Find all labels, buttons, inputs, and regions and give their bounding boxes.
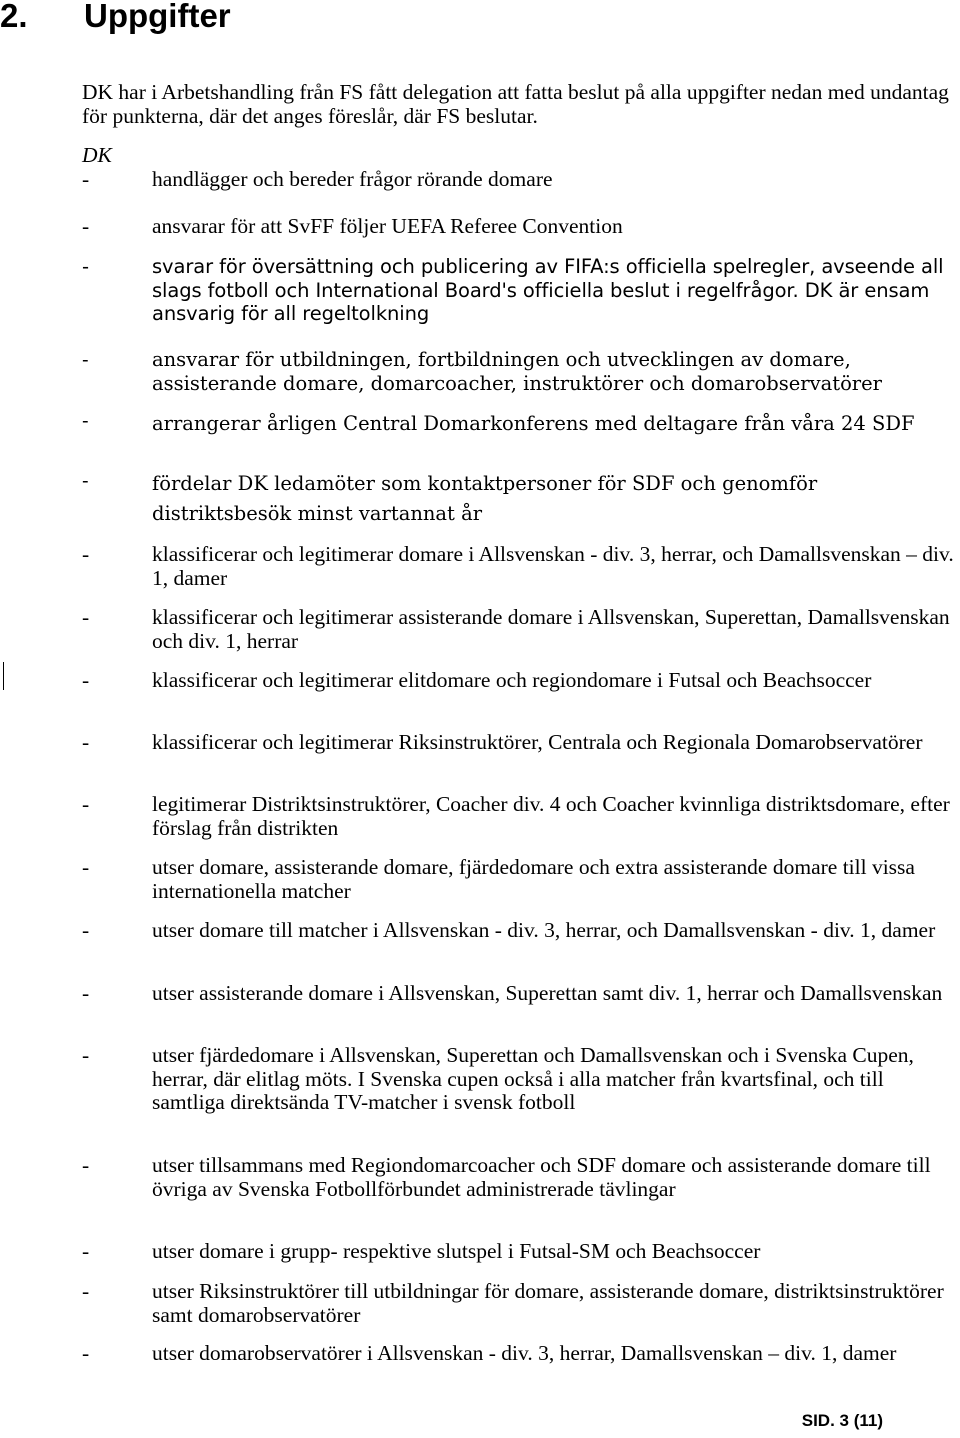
list-item-text: klassificerar och legitimerar assisterande domare i Allsvenskan, Superettan, Damallsvenskan och div. 1, herrar [152, 605, 950, 653]
list-dash: - [82, 1279, 90, 1303]
list-dash: - [82, 668, 90, 692]
list-item-text: legitimerar Distriktsinstruktörer, Coacher div. 4 och Coacher kvinnliga distriktsdomare, efter förslag från distrikten [152, 792, 950, 840]
list-dash: - [82, 255, 90, 278]
list-item-text: klassificerar och legitimerar elitdomare och regiondomare i Futsal och Beachsoccer [152, 668, 872, 692]
list-item [82, 543, 960, 590]
list-dash: - [82, 605, 90, 629]
list-dash: - [82, 1341, 90, 1365]
list-item [82, 1342, 960, 1366]
list-item-text: utser fjärdedomare i Allsvenskan, Superettan och Damallsvenskan och i Svenska Cupen, herrar, där elitlag möts. I Svenska cupen också i alla matcher från kvartsfinal, och till samtliga direktsända TV-matcher i svensk fotboll [152, 1043, 914, 1114]
list-item [82, 731, 960, 755]
list-item [82, 215, 960, 239]
section-title: Uppgifter [84, 0, 231, 34]
list-dash: - [82, 542, 90, 566]
list-item [82, 255, 960, 326]
intro-paragraph: DK har i Arbetshandling från FS fått delegation att fatta beslut på alla uppgifter nedan med undantag för punkterna, där det anges föreslår, där FS beslutar. [82, 80, 949, 128]
dk-label: DK [82, 143, 112, 167]
list-item [82, 793, 960, 840]
list-item [82, 856, 960, 903]
list-item-text: klassificerar och legitimerar domare i Allsvenskan - div. 3, herrar, och Damallsvenskan – div. 1, damer [152, 542, 954, 590]
list-item-text: utser Riksinstruktörer till utbildningar för domare, assisterande domare, distriktsinstruktörer samt domarobservatörer [152, 1279, 944, 1327]
list-item-text: svarar för översättning och publicering av FIFA:s officiella spelregler, avseende all slags fotboll och International Board's officiella beslut i regelfrågor. DK är ensam ansvarig för all regeltolkning [152, 255, 944, 325]
list-item-text: utser domare i grupp- respektive slutspel i Futsal-SM och Beachsoccer [152, 1239, 761, 1263]
list-item-text: utser domare, assisterande domare, fjärdedomare och extra assisterande domare till vissa internationella matcher [152, 855, 915, 903]
list-item [82, 982, 960, 1006]
list-dash: - [82, 167, 90, 191]
section-number: 2. [0, 0, 28, 34]
list-item-text: ansvarar för att SvFF följer UEFA Referee Convention [152, 214, 623, 238]
list-item [82, 1044, 960, 1115]
revision-bar [3, 662, 4, 690]
list-dash: - [82, 1239, 90, 1263]
list-item-text: fördelar DK ledamöter som kontaktpersoner för SDF och genomför distriktsbesök minst vartannat år [152, 472, 818, 525]
list-dash: - [82, 981, 90, 1005]
list-item [82, 469, 960, 529]
list-dash: - [82, 348, 89, 371]
list-item [82, 606, 960, 653]
list-item-text: ansvarar för utbildningen, fortbildningen och utvecklingen av domare, assisterande domare, domarcoacher, instruktörer och domarobservatörer [152, 348, 882, 395]
list-item-text: utser tillsammans med Regiondomarcoacher och SDF domare och assisterande domare till övriga av Svenska Fotbollförbundet administrerade tävlingar [152, 1153, 931, 1201]
list-dash: - [82, 730, 90, 754]
list-item [82, 168, 960, 192]
list-item-text: utser domare till matcher i Allsvenskan - div. 3, herrar, och Damallsvenskan - div. 1, damer [152, 918, 936, 942]
list-item [82, 1240, 960, 1264]
section-heading [0, 0, 231, 36]
list-dash: - [82, 409, 89, 432]
list-dash: - [82, 855, 90, 879]
list-dash: - [82, 1153, 90, 1177]
list-item-text: klassificerar och legitimerar Riksinstruktörer, Centrala och Regionala Domarobservatörer [152, 730, 923, 754]
list-item-text: utser domarobservatörer i Allsvenskan - div. 3, herrar, Damallsvenskan – div. 1, damer [152, 1341, 897, 1365]
list-dash: - [82, 918, 90, 942]
list-item-text: handlägger och bereder frågor rörande domare [152, 167, 553, 191]
list-item [82, 669, 960, 693]
list-item [82, 1154, 960, 1201]
list-item-text: arrangerar årligen Central Domarkonferens med deltagare från våra 24 SDF [152, 412, 915, 435]
list-dash: - [82, 1043, 90, 1067]
list-item [82, 348, 960, 395]
list-item [82, 919, 960, 943]
list-item [82, 1280, 960, 1327]
list-item [82, 409, 960, 439]
list-dash: - [82, 469, 89, 492]
list-dash: - [82, 214, 90, 238]
page-number: SID. 3 (11) [801, 1411, 883, 1430]
list-dash: - [82, 792, 90, 816]
list-item-text: utser assisterande domare i Allsvenskan, Superettan samt div. 1, herrar och Damallsvenskan [152, 981, 943, 1005]
